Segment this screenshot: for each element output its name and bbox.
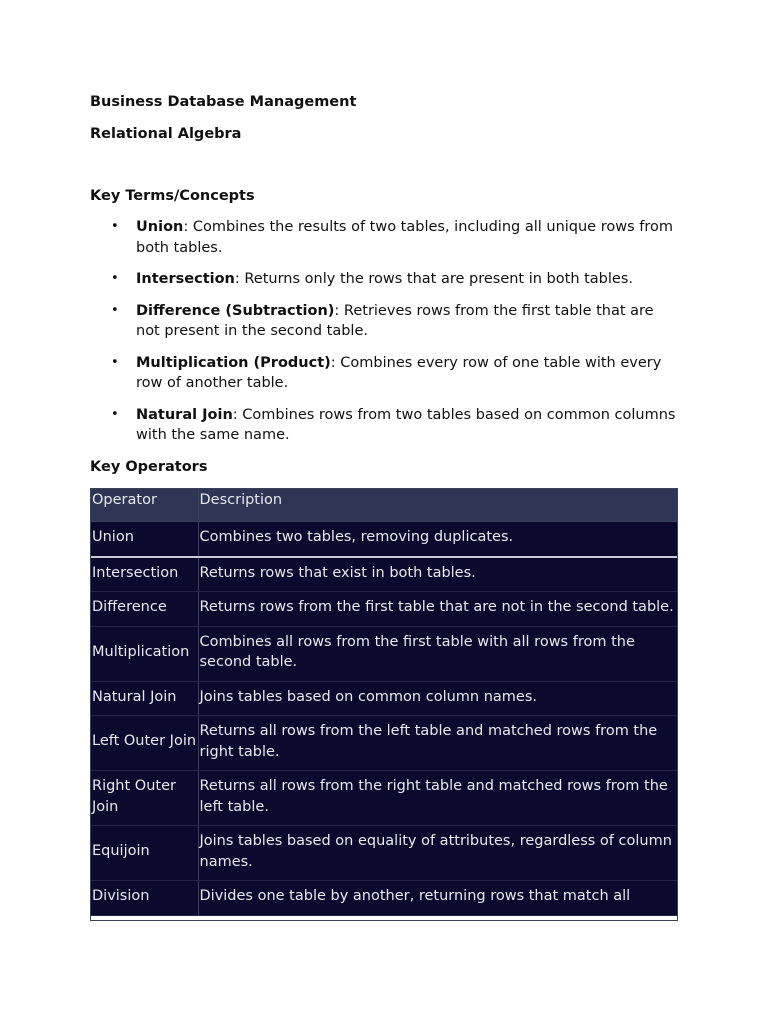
description-cell: Joins tables based on common column names. (198, 681, 677, 716)
description-cell: Divides one table by another, returning rows that match all (198, 881, 677, 916)
list-item (90, 301, 678, 342)
description-cell: Returns rows that exist in both tables. (198, 557, 677, 592)
description-cell: Returns all rows from the left table and matched rows from the right table. (198, 716, 677, 771)
description-cell: Returns rows from the first table that are not in the second table. (198, 592, 677, 627)
term-definition: : Returns only the rows that are present in both tables. (234, 271, 634, 287)
table-row (91, 716, 677, 771)
operator-cell: Right Outer Join (91, 771, 198, 826)
table-row (91, 771, 677, 826)
description-cell: Joins tables based on equality of attributes, regardless of column names. (198, 826, 677, 881)
bullet-icon: • (111, 406, 119, 422)
table-row (91, 826, 677, 881)
operator-cell: Natural Join (91, 681, 198, 716)
table-row (91, 557, 677, 592)
operator-cell: Equijoin (91, 826, 198, 881)
bullet-icon: • (111, 219, 119, 234)
term-label: Difference (Subtraction) (136, 302, 335, 319)
table-row (91, 626, 677, 681)
bullet-icon: • (111, 302, 119, 318)
operators-table-container (90, 488, 678, 921)
bullet-icon: • (111, 271, 119, 286)
term-definition: : Combines every row of one table with every row of another table. (136, 354, 662, 391)
table-row (91, 592, 677, 627)
description-cell: Combines all rows from the first table with all rows from the second table. (198, 626, 677, 681)
operator-cell: Left Outer Join (91, 716, 198, 771)
table-header-row (91, 489, 677, 522)
operator-cell: Union (91, 522, 198, 557)
list-item (90, 217, 678, 258)
operators-table (91, 489, 677, 916)
operator-cell: Multiplication (91, 626, 198, 681)
list-item (90, 405, 678, 446)
term-label: Natural Join (136, 406, 233, 423)
term-label: Multiplication (Product) (136, 354, 331, 371)
column-header-description: Description (198, 489, 677, 522)
column-header-operator: Operator (91, 489, 198, 522)
table-row (91, 522, 677, 557)
term-definition: : Combines rows from two tables based on common columns with the same name. (136, 406, 676, 443)
list-item (90, 353, 678, 394)
operators-heading: Key Operators (90, 458, 208, 475)
description-cell: Returns all rows from the right table and matched rows from the left table. (198, 771, 677, 826)
term-definition: : Retrieves rows from the first table that are not present in the second table. (136, 302, 654, 339)
bullet-icon: • (111, 354, 119, 370)
table-row (91, 681, 677, 716)
course-title: Business Database Management (90, 94, 357, 110)
term-definition: : Combines the results of two tables, including all unique rows from both tables. (136, 219, 673, 256)
operator-cell: Intersection (91, 557, 198, 592)
topic-title: Relational Algebra (90, 126, 242, 142)
key-terms-list (90, 217, 678, 446)
operator-cell: Division (91, 881, 198, 916)
document-page (90, 92, 678, 490)
description-cell: Combines two tables, removing duplicates. (198, 522, 677, 557)
table-row (91, 881, 677, 916)
terms-heading: Key Terms/Concepts (90, 188, 255, 204)
term-label: Union (136, 219, 184, 235)
operator-cell: Difference (91, 592, 198, 627)
term-label: Intersection (136, 271, 235, 287)
list-item (90, 269, 678, 290)
